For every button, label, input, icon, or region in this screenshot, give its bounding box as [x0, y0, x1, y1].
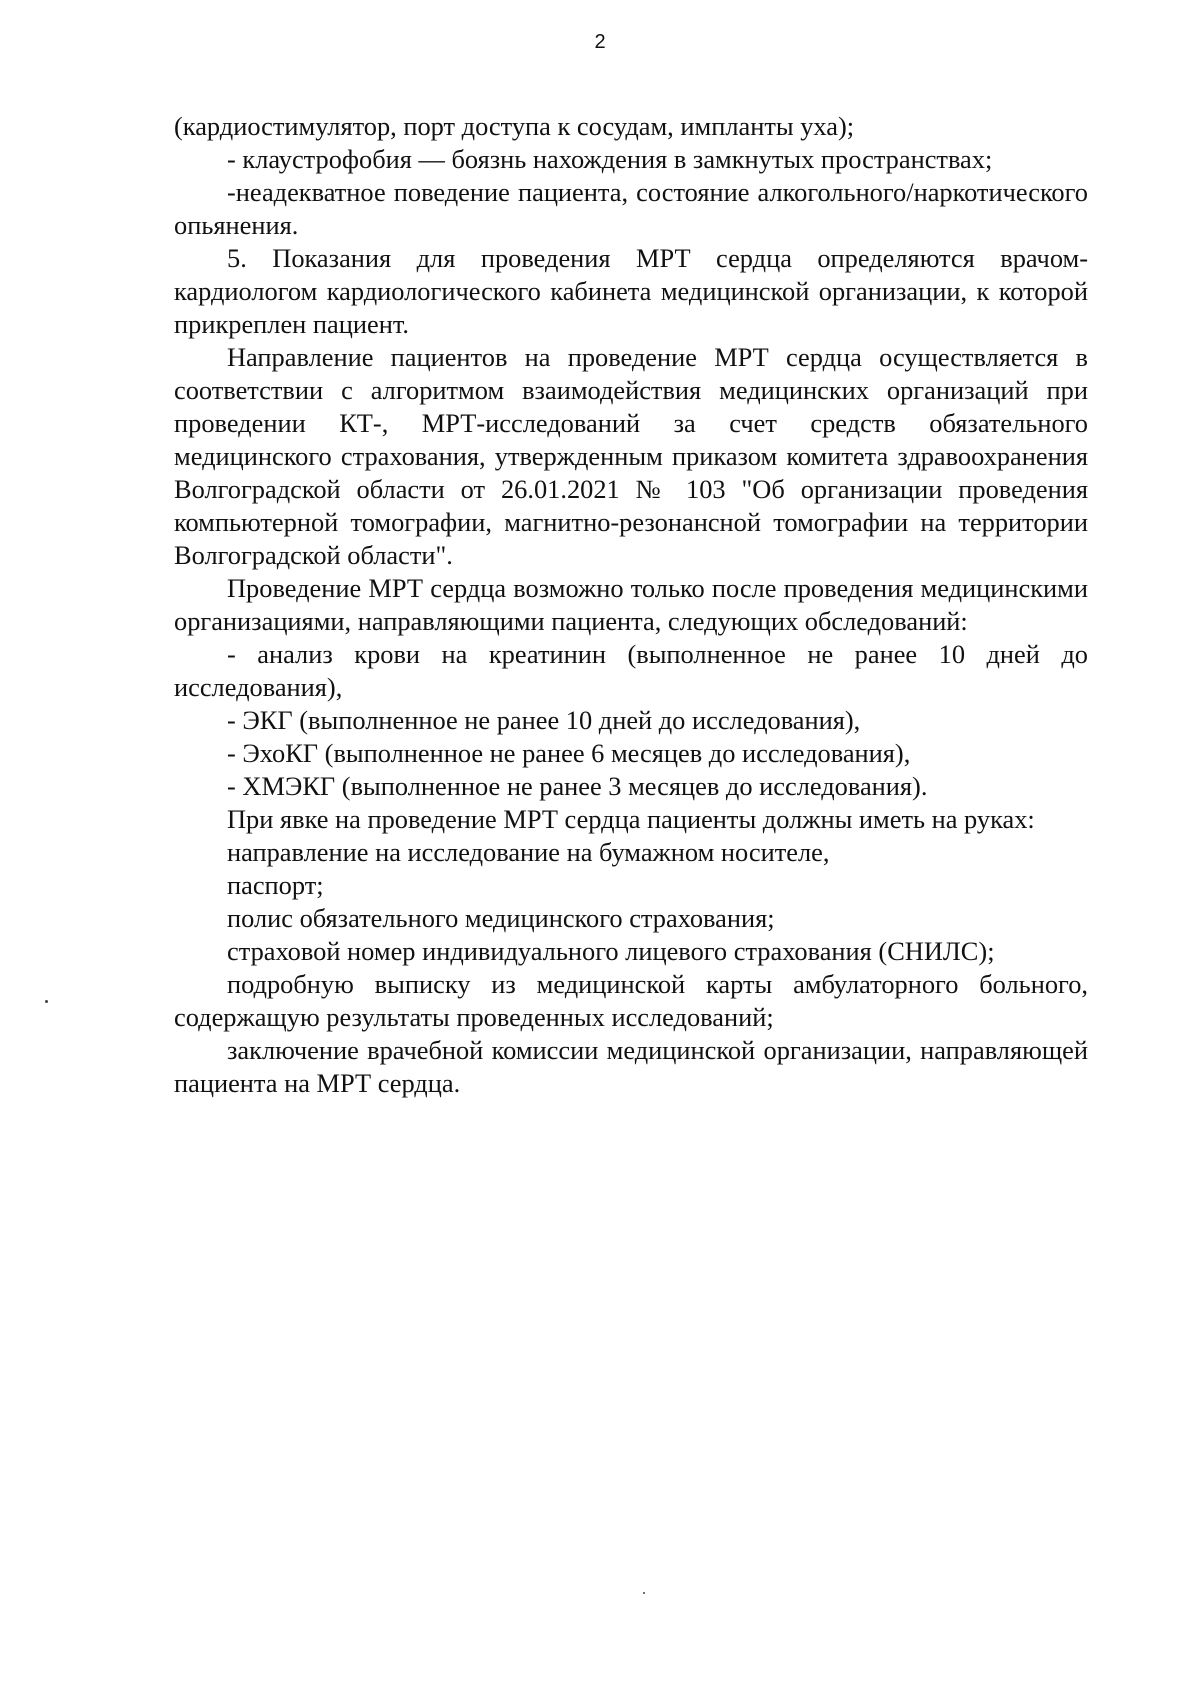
contraindication-behavior: -неадекватное поведение пациента, состояние алкогольного/наркотического опьянения. — [174, 177, 1088, 240]
document-item-referral: направление на исследование на бумажном носителе, — [227, 837, 830, 867]
list-item-ecg: - ЭКГ (выполненное не ранее 10 дней до исследования), — [227, 705, 861, 735]
document-item-commission-conclusion: заключение врачебной комиссии медицинской организации, направляющей пациента на МРТ сердца. — [174, 1035, 1088, 1098]
document-item-passport: паспорт; — [227, 870, 324, 900]
page-number: 2 — [594, 31, 606, 53]
document-item-medical-extract: подробную выписку из медицинской карты амбулаторного больного, содержащую результаты проведенных исследований; — [174, 969, 1088, 1032]
list-item-holter: - ХМЭКГ (выполненное не ранее 3 месяцев до исследования). — [227, 771, 928, 801]
document-item-insurance-policy: полис обязательного медицинского страхования; — [227, 903, 775, 933]
documents-paragraph: При явке на проведение МРТ сердца пациенты должны иметь на руках: — [227, 804, 1035, 834]
list-item-echocg: - ЭхоКГ (выполненное не ранее 6 месяцев до исследования), — [227, 738, 911, 768]
scan-speck-bottom — [643, 1592, 645, 1594]
indications-paragraph: 5. Показания для проведения МРТ сердца определяются врачом-кардиологом кардиологического кабинета медицинской организации, к которой прикреплен пациент. — [174, 243, 1088, 339]
document-item-snils: страховой номер индивидуального лицевого страхования (СНИЛС); — [227, 936, 995, 966]
contraindication-claustrophobia: - клаустрофобия — боязнь нахождения в замкнутых пространствах; — [227, 144, 993, 174]
referral-paragraph: Направление пациентов на проведение МРТ сердца осуществляется в соответствии с алгоритмом взаимодействия медицинских организаций при проведении КТ-, МРТ-исследований за счет средств обязательного медицинского страхования, утвержденным приказом комитета здравоохранения Волгоградской области от 26.01.2021 № 103 "Об организации проведения компьютерной томографии, магнитно-резонансной томографии на территории Волгоградской области". — [174, 342, 1088, 570]
prerequisites-paragraph: Проведение МРТ сердца возможно только после проведения медицинскими организациями, направляющими пациента, следующих обследований: — [174, 573, 1088, 636]
list-item-creatinine: - анализ крови на креатинин (выполненное не ранее 10 дней до исследования), — [174, 639, 1088, 702]
scan-speck-left — [45, 1000, 48, 1003]
contraindication-continuation: (кардиостимулятор, порт доступа к сосудам, импланты уха); — [174, 111, 855, 141]
document-body — [174, 110, 1088, 1100]
